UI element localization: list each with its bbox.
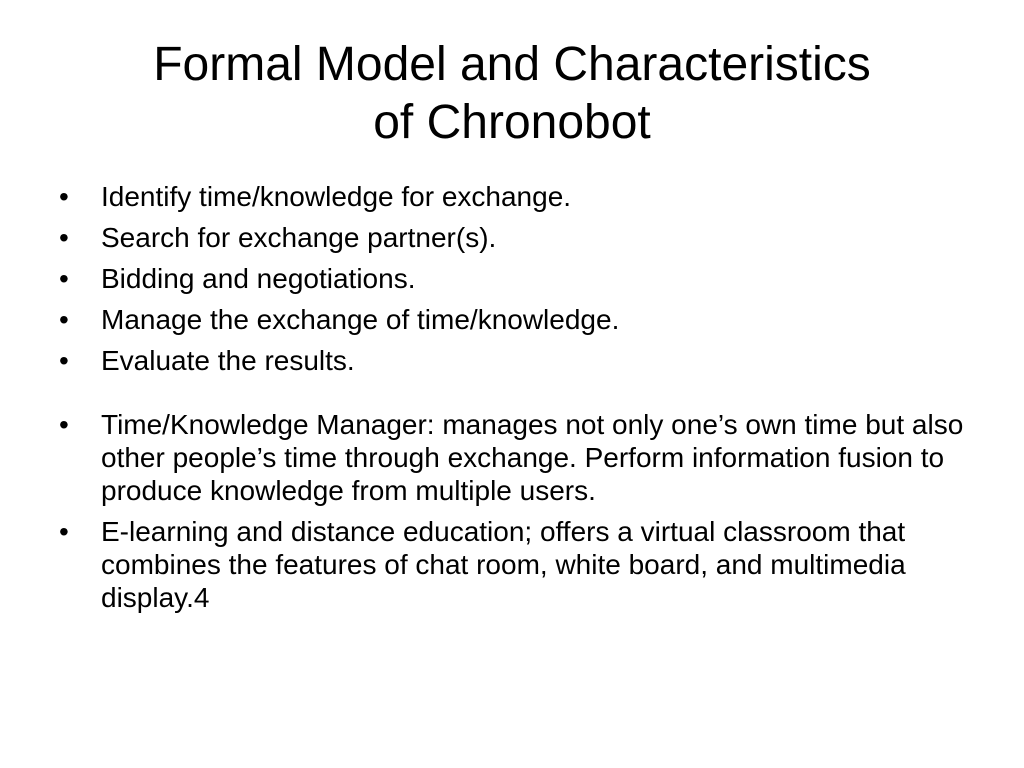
slide-title-line-2: of Chronobot [373,96,651,149]
bullet-icon: • [59,345,69,376]
slide-title [40,36,984,152]
bullet-icon: • [59,409,69,440]
bullet-item [56,180,986,213]
bullet-text: Bidding and negotiations. [101,263,416,294]
bullet-text: E-learning and distance education; offers a virtual classroom that combines the features of chat room, white board, and multimedia display.4 [101,516,906,613]
bullet-text: Manage the exchange of time/knowledge. [101,304,620,335]
slide-title-line-1: Formal Model and Characteristics [153,38,871,91]
bullet-icon: • [59,516,69,547]
bullet-item [56,408,986,507]
bullet-icon: • [59,181,69,212]
bullet-item [56,303,986,336]
bullet-list [56,180,986,622]
bullet-item [56,221,986,254]
bullet-icon: • [59,222,69,253]
bullet-icon: • [59,263,69,294]
bullet-icon: • [59,304,69,335]
bullet-item [56,515,986,614]
bullet-text: Search for exchange partner(s). [101,222,497,253]
bullet-text: Time/Knowledge Manager: manages not only one’s own time but also other people’s time through exchange. Perform information fusion to produce knowledge from multiple users. [101,409,964,506]
bullet-item [56,344,986,377]
bullet-item [56,262,986,295]
bullet-text: Evaluate the results. [101,345,355,376]
bullet-text: Identify time/knowledge for exchange. [101,181,572,212]
